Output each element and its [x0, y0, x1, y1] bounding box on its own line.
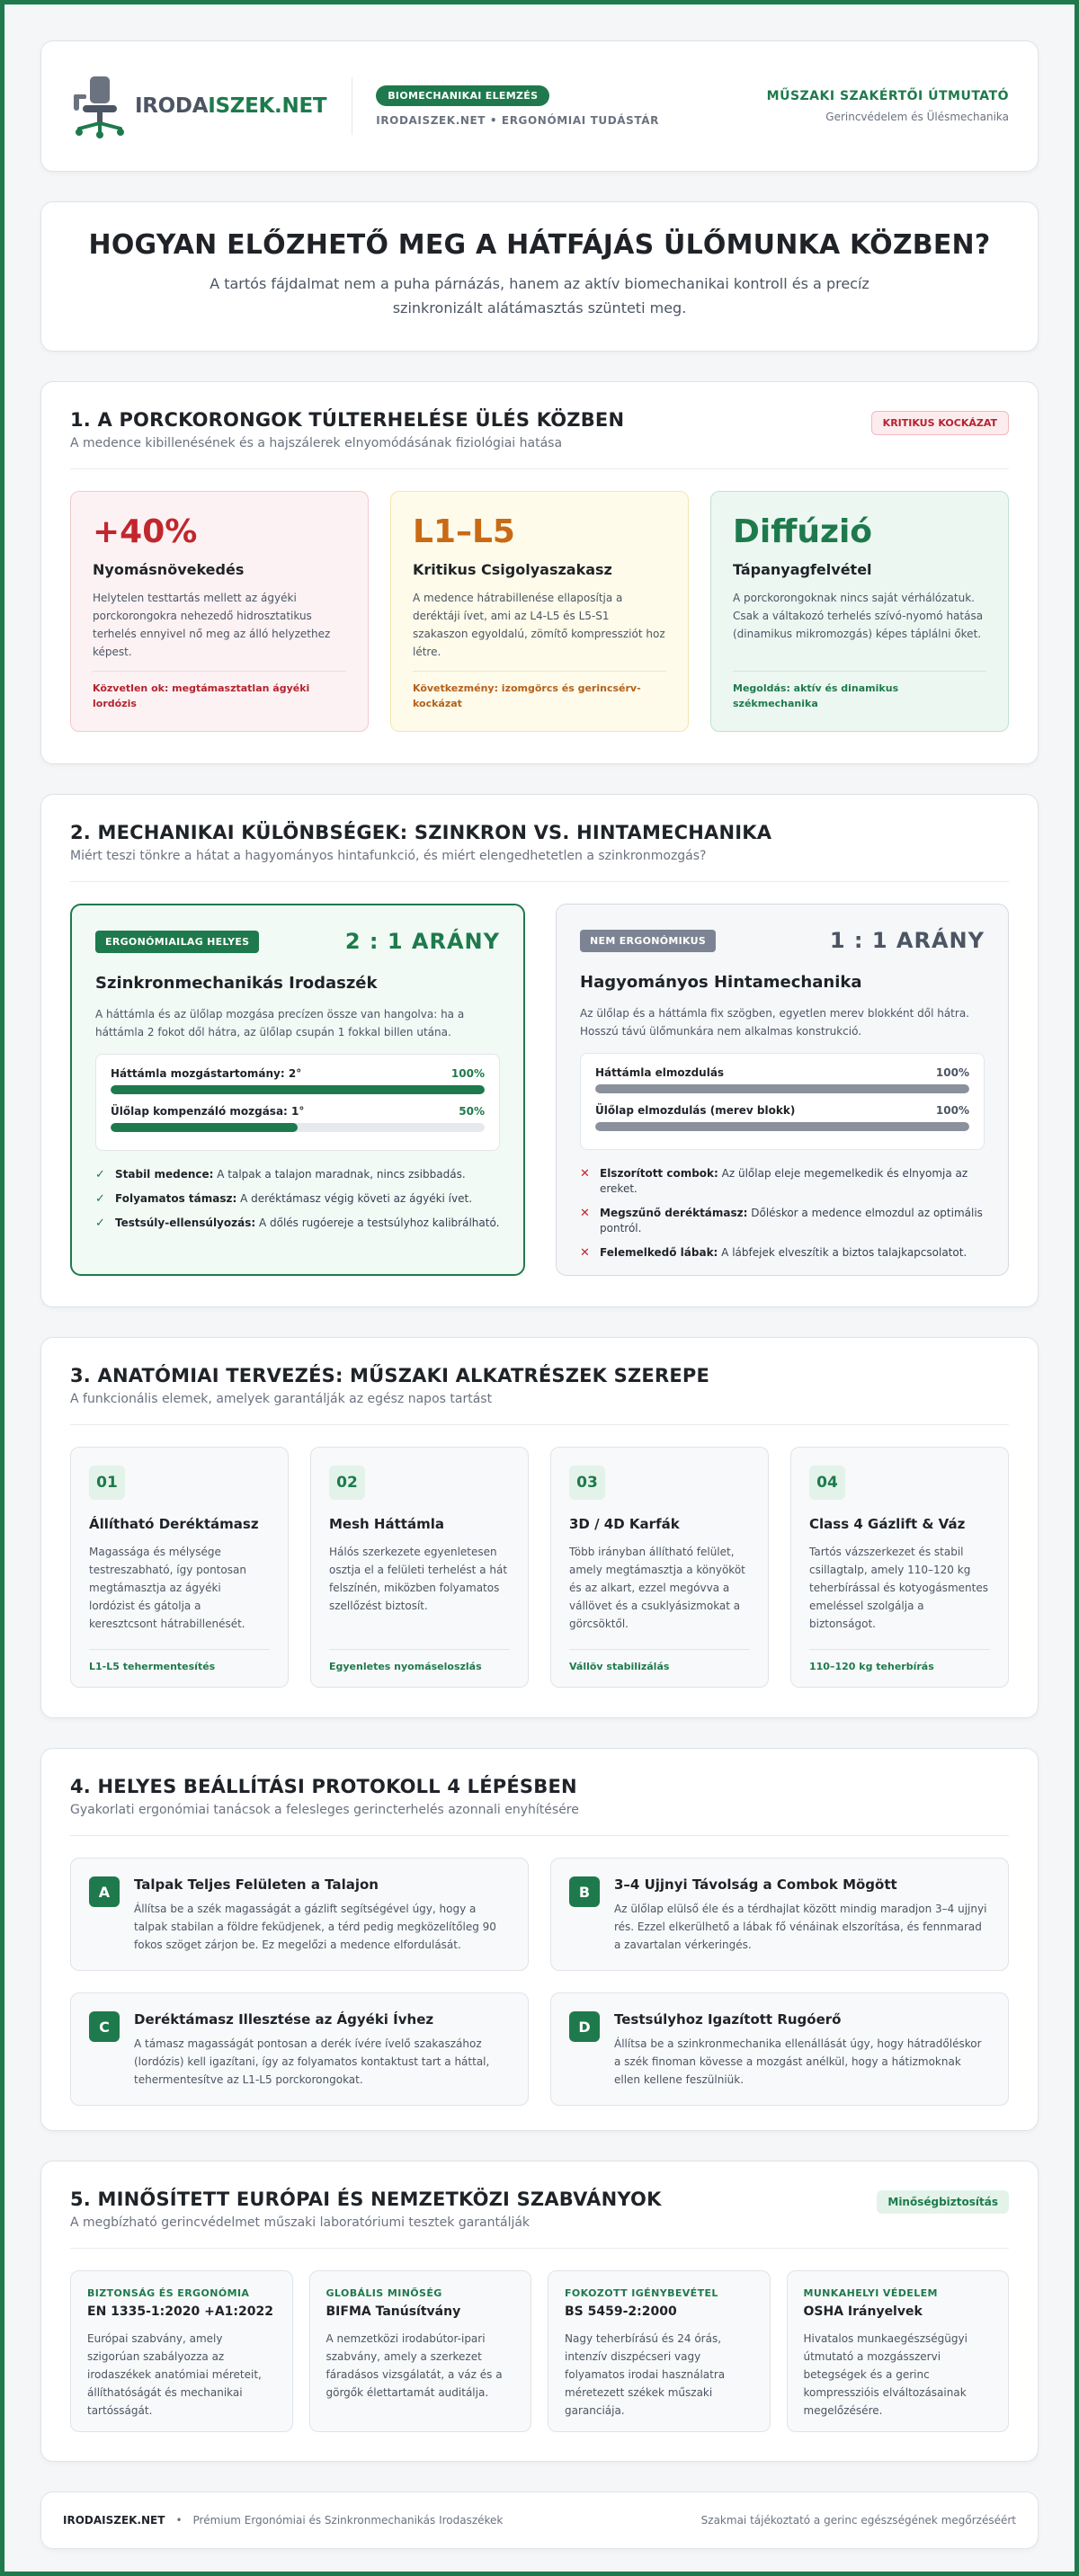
component-card-armrests — [550, 1447, 769, 1688]
item-bold: Stabil medence: — [115, 1168, 214, 1181]
standard-description: Hivatalos munkaegészségügyi útmutató a mozgásszervi betegségek és a gerinc kompresszióis elváltozásainak megelőzésére. — [803, 2332, 968, 2417]
risk-stat: +40% — [93, 513, 198, 550]
item-bold: Felemelkedő lábak: — [600, 1246, 718, 1259]
standard-name: BIFMA Tanúsítvány — [325, 2304, 461, 2319]
cross-icon: ✕ — [580, 1207, 590, 1220]
standard-card-en1335 — [70, 2270, 293, 2432]
component-description: Magassága és mélysége testreszabható, így pontosan megtámasztja az ágyéki lordózist és gátolja a keresztcsont hátrabillenését. — [89, 1546, 246, 1630]
component-number: 04 — [809, 1466, 845, 1500]
ergonomic-tag: ERGONÓMIAILAG HELYES — [95, 931, 259, 953]
ratio-label: 2 : 1 ARÁNY — [344, 929, 500, 954]
component-card-mesh — [310, 1447, 529, 1688]
list-item — [95, 1167, 500, 1182]
standard-category: BIZTONSÁG ÉS ERGONÓMIA — [87, 2287, 250, 2299]
standard-name: BS 5459-2:2000 — [565, 2304, 677, 2319]
bar-label: Háttámla mozgástartomány: 2° — [111, 1067, 302, 1080]
risk-note: Következmény: izomgörcs és gerincsérv-kockázat — [413, 671, 666, 711]
bar-label: Ülőlap kompenzáló mozgása: 1° — [111, 1105, 305, 1118]
seat-bar — [595, 1104, 969, 1131]
component-cards — [70, 1447, 1009, 1688]
step-card-b — [550, 1858, 1009, 1971]
footer-brand-link[interactable]: IRODAISZEK.NET — [63, 2514, 165, 2527]
logo-text-part-1: IRODA — [135, 94, 209, 118]
component-benefit: Vállöv stabilizálás — [569, 1649, 750, 1672]
section-subtitle: Gyakorlati ergonómiai tanácsok a felesleges gerincterhelés azonnali enyhítésére — [70, 1803, 579, 1817]
progress-fill — [595, 1084, 969, 1093]
step-text: A támasz magasságát pontosan a derék ívére ívelő szakaszához (lordózis) kell igazítani, így az folyamatos kontaktust tart a háttal, tehermentesítve az L1-L5 porckorongokat. — [134, 2037, 490, 2086]
movement-bars — [580, 1053, 985, 1150]
component-benefit: Egyenletes nyomáseloszlás — [329, 1649, 510, 1672]
component-card-lumbar — [70, 1447, 289, 1688]
list-item — [95, 1216, 500, 1231]
site-footer — [40, 2491, 1039, 2549]
list-item — [580, 1206, 985, 1236]
drawback-list — [580, 1166, 985, 1261]
section-setup-protocol — [40, 1748, 1039, 2131]
guide-title: MŰSZAKI SZAKÉRTŐI ÚTMUTATÓ — [766, 89, 1009, 103]
component-benefit: 110–120 kg teherbírás — [809, 1649, 990, 1672]
section-header — [70, 822, 1009, 882]
footer-separator: • — [175, 2514, 183, 2527]
component-description: Hálós szerkezete egyenletesen osztja el a felületi terhelést a hát felszínén, miközben folyamatos szellőzést biztosít. — [329, 1546, 508, 1612]
standard-name: OSHA Irányelvek — [803, 2304, 923, 2319]
rocker-mechanism-card — [556, 904, 1009, 1276]
section-disc-overload — [40, 381, 1039, 764]
list-item — [95, 1191, 500, 1207]
bar-percent: 100% — [935, 1104, 969, 1117]
section-subtitle: A medence kibillenésének és a hajszálerek elnyomódásának fiziológiai hatása — [70, 436, 563, 450]
list-item — [580, 1166, 985, 1197]
component-benefit: L1-L5 tehermentesítés — [89, 1649, 270, 1672]
office-chair-icon — [70, 73, 129, 139]
section-header — [70, 1776, 1009, 1836]
check-icon: ✓ — [95, 1192, 105, 1206]
section-header — [70, 409, 1009, 469]
component-description: Több irányban állítható felület, amely megtámasztja a könyököt és az alkart, ezzel megóvva a vállövet és a csuklyásizmokat a görcsöktől. — [569, 1546, 745, 1630]
risk-title: Tápanyagfelvétel — [733, 561, 872, 578]
mechanism-title: Szinkronmechanikás Irodaszék — [95, 974, 378, 993]
step-text: Az ülőlap elülső éle és a térdhajlat között mindig maradjon 3–4 ujjnyi rés. Ezzel elkerülhető a lábak fő vénáinak elszorítása, és fennmarad a zavartalan vérkeringés. — [614, 1903, 987, 1951]
check-icon: ✓ — [95, 1168, 105, 1181]
risk-cards — [70, 491, 1009, 732]
standard-category: GLOBÁLIS MINŐSÉG — [325, 2287, 442, 2299]
risk-stat: Diffúzió — [733, 513, 873, 550]
page-title: HOGYAN ELŐZHETŐ MEG A HÁTFÁJÁS ÜLŐMUNKA KÖZBEN? — [88, 229, 991, 261]
standard-card-bs5459 — [548, 2270, 771, 2432]
setup-steps — [70, 1858, 1009, 2106]
footer-tagline: Prémium Ergonómiai és Szinkronmechanikás Irodaszékek — [192, 2514, 504, 2527]
item-text: A dőlés rugóereje a testsúlyhoz kalibrálható. — [258, 1217, 500, 1229]
step-title: Talpak Teljes Felületen a Talajon — [134, 1876, 379, 1893]
section-header — [70, 1365, 1009, 1425]
standard-name: EN 1335-1:2020 +A1:2022 — [87, 2304, 273, 2319]
section-title: 2. MECHANIKAI KÜLÖNBSÉGEK: SZINKRON VS. HINTAMECHANIKA — [70, 822, 772, 843]
section-title: 3. ANATÓMIAI TERVEZÉS: MŰSZAKI ALKATRÉSZEK SZEREPE — [70, 1365, 710, 1386]
section-mechanics-comparison — [40, 794, 1039, 1307]
standard-description: A nemzetközi irodabútor-ipari szabvány, amely a szerkezet fáradásos vizsgálatát, a váz és a görgők élettartamát auditálja. — [325, 2332, 503, 2399]
item-bold: Testsúly-ellensúlyozás: — [115, 1217, 256, 1229]
step-letter: C — [89, 2011, 120, 2042]
component-card-gaslift — [790, 1447, 1009, 1688]
site-logo[interactable] — [70, 73, 326, 139]
progress-fill — [111, 1085, 485, 1094]
mechanics-cards — [70, 904, 1009, 1276]
site-header — [40, 40, 1039, 172]
step-card-c — [70, 1992, 529, 2106]
risk-note: Megoldás: aktív és dinamikus székmechanika — [733, 671, 986, 711]
item-bold: Elszorított combok: — [600, 1167, 718, 1180]
page-intro: A tartós fájdalmat nem a puha párnázás, hanem az aktív biomechanikai kontroll és a precíz szinkronizált alátámasztás szünteti meg. — [210, 275, 869, 316]
step-title: Deréktámasz Illesztése az Ágyéki Ívhez — [134, 2011, 434, 2028]
step-title: 3–4 Ujjnyi Távolság a Combok Mögött — [614, 1876, 897, 1893]
backrest-bar — [111, 1067, 485, 1094]
standard-description: Európai szabvány, amely szigorúan szabályozza az irodaszékek anatómiai méreteit, állíthatóságát és mechanikai tartósságát. — [87, 2332, 262, 2417]
item-text: A deréktámasz végig követi az ágyéki ívet. — [240, 1192, 473, 1205]
bar-percent: 100% — [935, 1066, 969, 1079]
component-description: Tartós vázszerkezet és stabil csillagtalp, amely 110–120 kg teherbírással és kotyogásmentes emeléssel szolgálja a biztonságot. — [809, 1546, 988, 1630]
step-title: Testsúlyhoz Igazított Rugóerő — [614, 2011, 842, 2028]
standard-category: FOKOZOTT IGÉNYBEVÉTEL — [565, 2287, 718, 2299]
hero-section — [40, 201, 1039, 352]
item-text: A lábfejek elveszítik a biztos talajkapcsolatot. — [721, 1246, 968, 1259]
risk-description: A porckorongoknak nincs saját vérhálózatuk. Csak a váltakozó terhelés szívó-nyomó hatása (dinamikus mikromozgás) képes táplálni őket. — [733, 592, 984, 640]
component-title: Állítható Deréktámasz — [89, 1516, 259, 1532]
benefit-list — [95, 1167, 500, 1231]
check-icon: ✓ — [95, 1217, 105, 1230]
component-number: 01 — [89, 1466, 125, 1500]
risk-title: Kritikus Csigolyaszakasz — [413, 561, 612, 578]
non-ergonomic-tag: NEM ERGONÓMIKUS — [580, 930, 716, 952]
item-text: Az ülőlap eleje megemelkedik és elnyomja az ereket. — [600, 1167, 968, 1195]
backrest-bar — [595, 1066, 969, 1093]
step-letter: A — [89, 1876, 120, 1907]
component-number: 02 — [329, 1466, 365, 1500]
bar-label: Háttámla elmozdulás — [595, 1066, 725, 1079]
guide-subtitle: Gerincvédelem és Ülésmechanika — [825, 111, 1009, 123]
standard-cards — [70, 2270, 1009, 2432]
movement-bars — [95, 1054, 500, 1151]
step-text: Állítsa be a szék magasságát a gázlift segítségével úgy, hogy a talpak stabilan a földre feküdjenek, a térd pedig megközelítőleg 90 fokos szöget zárjon be. Ez megelőzi a medence elfordulását. — [134, 1903, 496, 1951]
cross-icon: ✕ — [580, 1246, 590, 1260]
quality-assurance-badge: Minőségbiztosítás — [877, 2190, 1009, 2214]
component-title: 3D / 4D Karfák — [569, 1516, 680, 1532]
item-bold: Folyamatos támasz: — [115, 1192, 237, 1205]
header-meta — [376, 85, 659, 127]
progress-fill — [595, 1122, 969, 1131]
cross-icon: ✕ — [580, 1167, 590, 1181]
section-header — [70, 2188, 1009, 2249]
risk-title: Nyomásnövekedés — [93, 561, 245, 578]
bar-percent: 100% — [450, 1067, 485, 1080]
logo-wordmark — [135, 94, 326, 118]
header-subtitle: IRODAISZEK.NET • ERGONÓMIAI TUDÁSTÁR — [376, 114, 659, 127]
list-item — [580, 1245, 985, 1261]
bar-percent: 50% — [459, 1105, 485, 1118]
mechanism-description: A háttámla és az ülőlap mozgása precízen össze van hangolva: ha a háttámla 2 fokot dől hátra, az ülőlap csupán 1 fokkal billen utána. — [95, 1008, 465, 1038]
step-letter: B — [569, 1876, 600, 1907]
risk-description: Helytelen testtartás mellett az ágyéki porckorongokra nehezedő hidrosztatikus terhelés ennyivel nő meg az álló helyzethez képest. — [93, 592, 331, 658]
step-text: Állítsa be a szinkronmechanika ellenállását úgy, hogy hátradőléskor a szék finoman kövesse a mozgást anélkül, hogy a hátizmoknak ellen kellene feszülniük. — [614, 2037, 982, 2086]
section-anatomical-design — [40, 1337, 1039, 1718]
risk-card-pressure — [70, 491, 369, 732]
standard-card-osha — [787, 2270, 1010, 2432]
mechanism-title: Hagyományos Hintamechanika — [580, 973, 862, 992]
section-standards — [40, 2161, 1039, 2462]
risk-stat: L1–L5 — [413, 513, 515, 550]
mechanism-description: Az ülőlap és a háttámla fix szögben, egyetlen merev blokként dől hátra. Hosszú távú ülőmunkára nem alkalmas konstrukció. — [580, 1007, 969, 1038]
risk-note: Közvetlen ok: megtámasztatlan ágyéki lordózis — [93, 671, 346, 711]
step-card-a — [70, 1858, 529, 1971]
standard-description: Nagy teherbírású és 24 órás, intenzív diszpécseri vagy folyamatos irodai használatra méretezett székek műszaki garanciája. — [565, 2332, 726, 2417]
bar-label: Ülőlap elmozdulás (merev blokk) — [595, 1104, 796, 1117]
seat-bar — [111, 1105, 485, 1132]
section-title: 1. A PORCKORONGOK TÚLTERHELÉSE ÜLÉS KÖZBEN — [70, 409, 625, 431]
section-subtitle: A megbízható gerincvédelmet műszaki laboratóriumi tesztek garantálják — [70, 2215, 531, 2230]
ratio-label: 1 : 1 ARÁNY — [829, 928, 985, 953]
item-text: Dőléskor a medence elmozdul az optimális pontról. — [600, 1207, 983, 1235]
standard-category: MUNKAHELYI VÉDELEM — [803, 2287, 938, 2299]
progress-fill — [111, 1123, 298, 1132]
item-text: A talpak a talajon maradnak, nincs zsibbadás. — [217, 1168, 466, 1181]
item-bold: Megszűnő deréktámasz: — [600, 1207, 748, 1219]
section-subtitle: A funkcionális elemek, amelyek garantálják az egész napos tartást — [70, 1392, 493, 1406]
component-title: Mesh Háttámla — [329, 1516, 444, 1532]
logo-text-part-2: ISZEK.NET — [208, 94, 327, 118]
risk-card-diffusion — [710, 491, 1009, 732]
synchro-mechanism-card — [70, 904, 525, 1276]
step-card-d — [550, 1992, 1009, 2106]
section-subtitle: Miért teszi tönkre a hátat a hagyományos hintafunkció, és miért elengedhetetlen a szinkronmozgás? — [70, 849, 707, 863]
standard-card-bifma — [309, 2270, 532, 2432]
risk-card-vertebrae — [390, 491, 689, 732]
risk-description: A medence hátrabillenése ellaposítja a deréktáji ívet, ami az L4-L5 és L5-S1 szakaszon egyoldalú, zömítő kompressziót hoz létre. — [413, 592, 665, 658]
header-guide-info — [767, 89, 1009, 123]
critical-risk-badge: KRITIKUS KOCKÁZAT — [871, 411, 1009, 435]
component-title: Class 4 Gázlift & Váz — [809, 1516, 966, 1532]
section-title: 4. HELYES BEÁLLÍTÁSI PROTOKOLL 4 LÉPÉSBEN — [70, 1776, 577, 1797]
footer-note: Szakmai tájékoztató a gerinc egészségének megőrzéséért — [700, 2514, 1016, 2527]
section-title: 5. MINŐSÍTETT EURÓPAI ÉS NEMZETKÖZI SZABVÁNYOK — [70, 2188, 662, 2210]
component-number: 03 — [569, 1466, 605, 1500]
step-letter: D — [569, 2011, 600, 2042]
analysis-badge: BIOMECHANIKAI ELEMZÉS — [376, 85, 549, 106]
